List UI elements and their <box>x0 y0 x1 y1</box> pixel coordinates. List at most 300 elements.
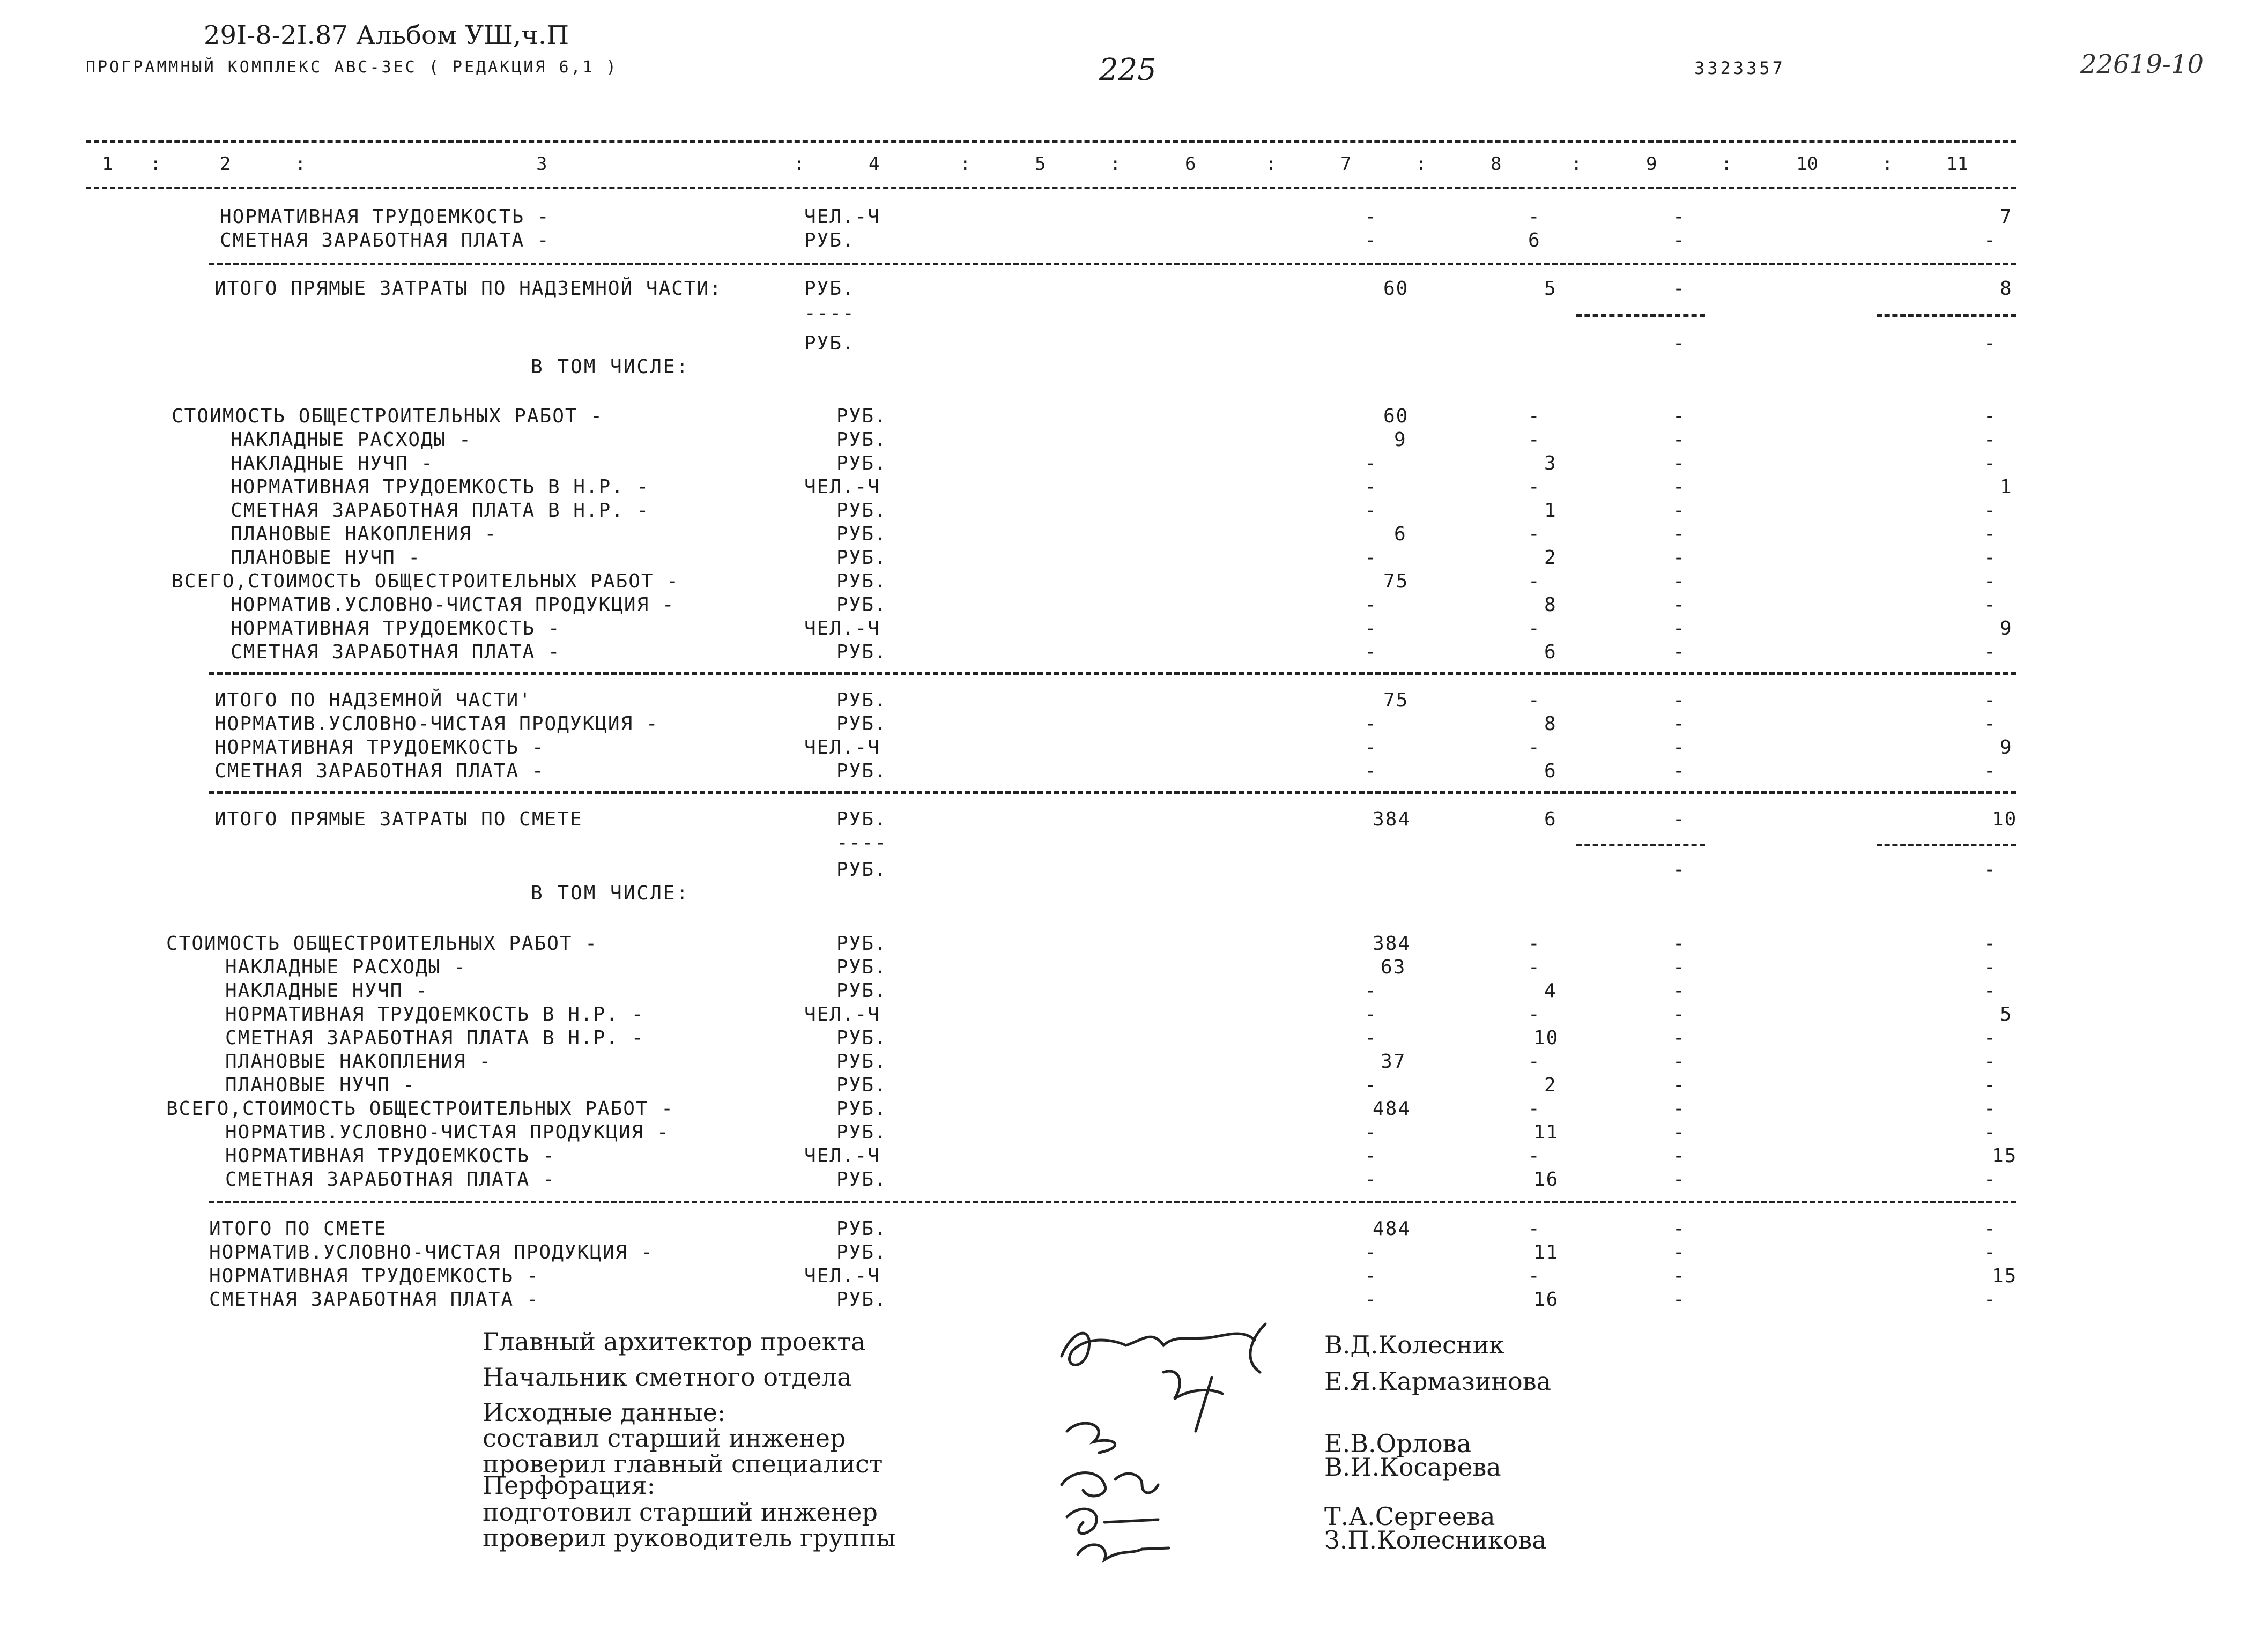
role-checked-by: проверил главный специалист <box>483 1449 883 1478</box>
col7-value: - <box>1365 641 1377 663</box>
col11-value: 7 <box>2000 206 2013 228</box>
table-row <box>0 206 2037 229</box>
col11-value: - <box>1984 332 1997 354</box>
row-label: НАКЛАДНЫЕ НУЧП - <box>225 980 428 1002</box>
table-row <box>0 1098 2037 1121</box>
col8-value: 11 <box>1533 1241 1559 1263</box>
col11-value: - <box>1984 594 1997 616</box>
table-row <box>0 452 2037 476</box>
col7-value: 37 <box>1381 1051 1406 1073</box>
col8-value: - <box>1528 523 1541 545</box>
col8-value: - <box>1528 476 1541 498</box>
col9-value: - <box>1673 713 1686 735</box>
col9-value: - <box>1673 808 1686 830</box>
handwritten-signature <box>1051 1308 1308 1565</box>
col8-value: 3 <box>1544 452 1557 474</box>
col9-value: - <box>1673 452 1686 474</box>
col11-value: - <box>1984 452 1997 474</box>
table-row <box>0 1218 2037 1241</box>
col-num: 6 <box>1185 153 1196 175</box>
col7-value: - <box>1365 617 1377 639</box>
table-row <box>0 332 2037 356</box>
col7-value: - <box>1365 736 1377 758</box>
col8-value: 11 <box>1533 1121 1559 1143</box>
row-label: СМЕТНАЯ ЗАРАБОТНАЯ ПЛАТА - <box>220 229 550 251</box>
col-num: 7 <box>1340 153 1352 175</box>
col-num: 1 <box>102 153 113 175</box>
col7-value: - <box>1365 1265 1377 1287</box>
col8-value: 8 <box>1544 594 1557 616</box>
col8-value: - <box>1528 1098 1541 1120</box>
col7-value: 484 <box>1373 1098 1411 1120</box>
row-unit: РУБ. <box>836 1241 887 1263</box>
row-label: НОРМАТИВНАЯ ТРУДОЕМКОСТЬ В Н.Р. - <box>225 1003 644 1025</box>
row-label: СТОИМОСТЬ ОБЩЕСТРОИТЕЛЬНЫХ РАБОТ - <box>172 405 603 427</box>
col11-value: 5 <box>2000 1003 2013 1025</box>
col8-value: - <box>1528 933 1541 955</box>
col9-value: - <box>1673 570 1686 592</box>
col7-value: - <box>1365 229 1377 251</box>
col-num: 9 <box>1646 153 1657 175</box>
table-header-rule <box>86 187 2016 189</box>
col11-value: - <box>1984 1051 1997 1073</box>
row-unit: РУБ. <box>804 332 855 354</box>
col9-value: - <box>1673 476 1686 498</box>
col11-value: - <box>1984 1169 1997 1190</box>
col8-value: 6 <box>1528 229 1541 251</box>
table-row <box>0 1145 2037 1169</box>
col11-value: - <box>1984 1027 1997 1049</box>
table-row <box>0 1169 2037 1192</box>
col8-value: - <box>1528 405 1541 427</box>
col11-value: 10 <box>1992 808 2018 830</box>
row-label: НОРМАТИВНАЯ ТРУДОЕМКОСТЬ - <box>214 736 545 758</box>
col9-value: - <box>1673 523 1686 545</box>
table-row <box>0 302 2037 326</box>
col8-value: - <box>1528 1145 1541 1167</box>
row-unit: ЧЕЛ.-Ч <box>804 1265 881 1287</box>
row-unit: РУБ. <box>836 570 887 592</box>
col-sep: : <box>1110 153 1121 175</box>
row-label: ПЛАНОВЫЕ НУЧП - <box>231 547 421 569</box>
col8-value: 1 <box>1544 500 1557 522</box>
col8-value: - <box>1528 736 1541 758</box>
table-row <box>0 476 2037 500</box>
row-unit: РУБ. <box>836 980 887 1002</box>
col9-value: - <box>1673 1121 1686 1143</box>
row-label: НАКЛАДНЫЕ РАСХОДЫ - <box>231 429 472 451</box>
table-row <box>0 689 2037 713</box>
col9-value: - <box>1673 736 1686 758</box>
row-label: ПЛАНОВЫЕ НАКОПЛЕНИЯ - <box>231 523 498 545</box>
col7-value: 60 <box>1383 405 1409 427</box>
name-sergeeva: Т.А.Сергеева <box>1324 1502 1495 1531</box>
row-label: НОРМАТИВНАЯ ТРУДОЕМКОСТЬ - <box>220 206 550 228</box>
section-title: В ТОМ ЧИСЛЕ: <box>531 356 690 378</box>
table-row <box>0 1027 2037 1051</box>
col11-value: - <box>1984 500 1997 522</box>
col-sep: : <box>794 153 805 175</box>
col11-value: 9 <box>2000 736 2013 758</box>
col11-value: - <box>1984 1074 1997 1096</box>
row-unit: РУБ. <box>836 1074 887 1096</box>
col-sep: : <box>1882 153 1893 175</box>
col7-value: - <box>1365 1289 1377 1311</box>
column-number-row <box>86 153 2016 180</box>
col11-value: - <box>1984 641 1997 663</box>
col9-value: - <box>1673 1074 1686 1096</box>
role-source-data: Исходные данные: <box>483 1398 726 1427</box>
col8-value: 4 <box>1544 980 1557 1002</box>
col9-value: - <box>1673 332 1686 354</box>
col7-value: - <box>1365 1145 1377 1167</box>
col7-value: - <box>1365 1027 1377 1049</box>
row-unit: РУБ. <box>836 405 887 427</box>
col11-value: 8 <box>2000 278 2013 300</box>
row-label: ВСЕГО,СТОИМОСТЬ ОБЩЕСТРОИТЕЛЬНЫХ РАБОТ - <box>172 570 679 592</box>
col7-value: 384 <box>1373 933 1411 955</box>
table-row <box>0 405 2037 429</box>
row-unit: РУБ. <box>836 641 887 663</box>
col9-value: - <box>1673 933 1686 955</box>
row-unit: РУБ. <box>836 594 887 616</box>
col-sep: : <box>150 153 161 175</box>
col8-value: 8 <box>1544 713 1557 735</box>
col7-value: 75 <box>1383 570 1409 592</box>
col11-value: - <box>1984 1121 1997 1143</box>
row-unit: ЧЕЛ.-Ч <box>804 1003 881 1025</box>
row-label: ИТОГО ПРЯМЫЕ ЗАТРАТЫ ПО НАДЗЕМНОЙ ЧАСТИ: <box>214 278 722 300</box>
subtotal-rule <box>1576 844 1705 846</box>
table-row <box>0 523 2037 547</box>
table-row <box>0 1265 2037 1289</box>
col7-value: - <box>1365 206 1377 228</box>
row-label: НАКЛАДНЫЕ НУЧП - <box>231 452 434 474</box>
role-chief-architect: Главный архитектор проекта <box>483 1327 866 1356</box>
col7-value: - <box>1365 547 1377 569</box>
col8-value: - <box>1528 1003 1541 1025</box>
row-unit: ЧЕЛ.-Ч <box>804 617 881 639</box>
row-unit: РУБ. <box>836 1098 887 1120</box>
col11-value: - <box>1984 1098 1997 1120</box>
section-rule <box>209 672 2016 675</box>
col9-value: - <box>1673 760 1686 782</box>
row-unit: РУБ. <box>836 1218 887 1240</box>
col9-value: - <box>1673 859 1686 881</box>
row-label: НОРМАТИВ.УСЛОВНО-ЧИСТАЯ ПРОДУКЦИЯ - <box>225 1121 670 1143</box>
role-head-estimate-dept: Начальник сметного отдела <box>483 1363 852 1391</box>
col11-value: 9 <box>2000 617 2013 639</box>
program-name: ПРОГРАММНЫЙ КОМПЛЕКС АВС-ЗЕС ( РЕДАКЦИЯ 6,1 ) <box>86 58 618 77</box>
row-unit: РУБ. <box>836 859 887 881</box>
col11-value: - <box>1984 405 1997 427</box>
row-unit: РУБ. <box>836 933 887 955</box>
col9-value: - <box>1673 1265 1686 1287</box>
table-row <box>0 736 2037 760</box>
col9-value: - <box>1673 429 1686 451</box>
col7-value: - <box>1365 1241 1377 1263</box>
table-row <box>0 278 2037 301</box>
col8-value: 16 <box>1533 1169 1559 1190</box>
col9-value: - <box>1673 594 1686 616</box>
table-row <box>0 933 2037 956</box>
subtotal-rule <box>1576 314 1705 317</box>
table-top-rule <box>86 140 2016 143</box>
role-prepared-by: подготовил старший инженер <box>483 1498 878 1527</box>
col9-value: - <box>1673 1169 1686 1190</box>
col-sep: : <box>960 153 971 175</box>
col-num: 4 <box>869 153 880 175</box>
col-num: 11 <box>1946 153 1968 175</box>
subtotal-rule <box>1877 314 2016 317</box>
col8-value: - <box>1528 956 1541 978</box>
col8-value: 6 <box>1544 808 1557 830</box>
col11-value: - <box>1984 429 1997 451</box>
col8-value: 5 <box>1544 278 1557 300</box>
row-label: НАКЛАДНЫЕ РАСХОДЫ - <box>225 956 466 978</box>
table-row <box>0 808 2037 832</box>
col8-value: - <box>1528 1265 1541 1287</box>
name-kolesnikova: З.П.Колесникова <box>1324 1526 1547 1554</box>
row-label: СМЕТНАЯ ЗАРАБОТНАЯ ПЛАТА - <box>214 760 545 782</box>
col8-value: 2 <box>1544 547 1557 569</box>
col8-value: 10 <box>1533 1027 1559 1049</box>
col11-value: 15 <box>1992 1265 2018 1287</box>
table-row <box>0 1289 2037 1312</box>
row-label: ПЛАНОВЫЕ НУЧП - <box>225 1074 416 1096</box>
row-unit: РУБ. <box>836 1051 887 1073</box>
col11-value: - <box>1984 933 1997 955</box>
col-sep: : <box>1571 153 1582 175</box>
table-row <box>0 570 2037 594</box>
col8-value: - <box>1528 429 1541 451</box>
name-kosareva: В.И.Косарева <box>1324 1453 1501 1482</box>
row-unit: ЧЕЛ.-Ч <box>804 1145 881 1167</box>
row-unit: РУБ. <box>836 429 887 451</box>
handwritten-number: 22619-10 <box>2080 49 2204 79</box>
table-row <box>0 1074 2037 1098</box>
col9-value: - <box>1673 1218 1686 1240</box>
table-row <box>0 617 2037 641</box>
row-unit: РУБ. <box>836 1289 887 1311</box>
col8-value: 6 <box>1544 760 1557 782</box>
table-row <box>0 956 2037 980</box>
section-rule <box>209 263 2016 265</box>
col7-value: 75 <box>1383 689 1409 711</box>
col8-value: 2 <box>1544 1074 1557 1096</box>
col7-value: 484 <box>1373 1218 1411 1240</box>
row-unit: ЧЕЛ.-Ч <box>804 476 881 498</box>
row-label: СМЕТНАЯ ЗАРАБОТНАЯ ПЛАТА В Н.Р. - <box>231 500 650 522</box>
row-label: СТОИМОСТЬ ОБЩЕСТРОИТЕЛЬНЫХ РАБОТ - <box>166 933 598 955</box>
role-checked-by-group-lead: проверил руководитель группы <box>483 1523 896 1552</box>
col11-value: - <box>1984 689 1997 711</box>
row-unit: РУБ. <box>836 956 887 978</box>
col8-value: - <box>1528 1051 1541 1073</box>
row-label: СМЕТНАЯ ЗАРАБОТНАЯ ПЛАТА - <box>209 1289 539 1311</box>
document-code: 3323357 <box>1694 58 1785 78</box>
col7-value: - <box>1365 1003 1377 1025</box>
row-label: СМЕТНАЯ ЗАРАБОТНАЯ ПЛАТА В Н.Р. - <box>225 1027 644 1049</box>
col11-value: - <box>1984 229 1997 251</box>
row-unit: РУБ. <box>836 713 887 735</box>
col11-value: - <box>1984 980 1997 1002</box>
col-num: 2 <box>220 153 231 175</box>
row-label: ПЛАНОВЫЕ НАКОПЛЕНИЯ - <box>225 1051 492 1073</box>
col9-value: - <box>1673 1027 1686 1049</box>
album-reference: 29I-8-2I.87 Альбом УШ,ч.П <box>204 20 569 50</box>
table-row <box>0 594 2037 617</box>
col9-value: - <box>1673 641 1686 663</box>
col11-value: - <box>1984 523 1997 545</box>
subtotal-rule <box>1877 844 2016 846</box>
col11-value: - <box>1984 1218 1997 1240</box>
row-unit: РУБ. <box>836 760 887 782</box>
row-unit: РУБ. <box>836 1027 887 1049</box>
col9-value: - <box>1673 689 1686 711</box>
row-unit: ЧЕЛ.-Ч <box>804 736 881 758</box>
col8-value: - <box>1528 689 1541 711</box>
col8-value: - <box>1528 617 1541 639</box>
col7-value: 6 <box>1394 523 1407 545</box>
row-unit: ---- <box>804 302 855 324</box>
table-row <box>0 229 2037 253</box>
row-unit: РУБ. <box>836 1169 887 1190</box>
col11-value: 1 <box>2000 476 2013 498</box>
col8-value: - <box>1528 570 1541 592</box>
col9-value: - <box>1673 1098 1686 1120</box>
col8-value: - <box>1528 1218 1541 1240</box>
col7-value: 63 <box>1381 956 1406 978</box>
table-row <box>0 980 2037 1003</box>
row-label: СМЕТНАЯ ЗАРАБОТНАЯ ПЛАТА - <box>225 1169 555 1190</box>
col-num: 8 <box>1491 153 1502 175</box>
row-unit: РУБ. <box>804 278 855 300</box>
row-label: НОРМАТИВ.УСЛОВНО-ЧИСТАЯ ПРОДУКЦИЯ - <box>209 1241 654 1263</box>
col7-value: - <box>1365 980 1377 1002</box>
row-label: ИТОГО ПРЯМЫЕ ЗАТРАТЫ ПО СМЕТЕ <box>214 808 583 830</box>
role-compiled-by: составил старший инженер <box>483 1424 846 1453</box>
col7-value: - <box>1365 1169 1377 1190</box>
table-row <box>0 1051 2037 1074</box>
col7-value: - <box>1365 1074 1377 1096</box>
table-row <box>0 859 2037 882</box>
col9-value: - <box>1673 1051 1686 1073</box>
col11-value: - <box>1984 956 1997 978</box>
col-num: 3 <box>536 153 547 175</box>
table-row <box>0 641 2037 665</box>
row-label: СМЕТНАЯ ЗАРАБОТНАЯ ПЛАТА - <box>231 641 561 663</box>
role-perforation: Перфорация: <box>483 1471 656 1500</box>
col9-value: - <box>1673 500 1686 522</box>
section-rule <box>209 1201 2016 1203</box>
table-row <box>0 500 2037 523</box>
col9-value: - <box>1673 206 1686 228</box>
row-unit: РУБ. <box>836 500 887 522</box>
col7-value: 384 <box>1373 808 1411 830</box>
col9-value: - <box>1673 405 1686 427</box>
table-row <box>0 713 2037 736</box>
row-label: НОРМАТИВНАЯ ТРУДОЕМКОСТЬ В Н.Р. - <box>231 476 650 498</box>
section-title: В ТОМ ЧИСЛЕ: <box>531 882 690 904</box>
col11-value: - <box>1984 859 1997 881</box>
row-label: ИТОГО ПО СМЕТЕ <box>209 1218 387 1240</box>
col7-value: - <box>1365 760 1377 782</box>
col9-value: - <box>1673 547 1686 569</box>
section-rule <box>209 791 2016 794</box>
col11-value: - <box>1984 713 1997 735</box>
row-label: НОРМАТИВНАЯ ТРУДОЕМКОСТЬ - <box>231 617 561 639</box>
col9-value: - <box>1673 617 1686 639</box>
col8-value: 6 <box>1544 641 1557 663</box>
name-kolesnik: В.Д.Колесник <box>1324 1330 1505 1359</box>
table-row <box>0 1003 2037 1027</box>
col9-value: - <box>1673 278 1686 300</box>
name-karmazinova: Е.Я.Кармазинова <box>1324 1367 1552 1396</box>
col7-value: - <box>1365 452 1377 474</box>
col11-value: - <box>1984 760 1997 782</box>
col9-value: - <box>1673 956 1686 978</box>
row-unit: РУБ. <box>836 547 887 569</box>
table-row <box>0 760 2037 784</box>
col9-value: - <box>1673 980 1686 1002</box>
col11-value: - <box>1984 547 1997 569</box>
col7-value: - <box>1365 713 1377 735</box>
col-sep: : <box>1721 153 1732 175</box>
table-row <box>0 832 2037 855</box>
col11-value: 15 <box>1992 1145 2018 1167</box>
col7-value: - <box>1365 476 1377 498</box>
col11-value: - <box>1984 1241 1997 1263</box>
table-row <box>0 429 2037 452</box>
col9-value: - <box>1673 1241 1686 1263</box>
page-number: 225 <box>1099 53 1157 87</box>
col8-value: - <box>1528 206 1541 228</box>
col9-value: - <box>1673 1145 1686 1167</box>
col-sep: : <box>295 153 306 175</box>
col9-value: - <box>1673 1003 1686 1025</box>
col7-value: - <box>1365 594 1377 616</box>
col7-value: - <box>1365 1121 1377 1143</box>
row-unit: РУБ. <box>836 452 887 474</box>
row-unit: РУБ. <box>804 229 855 251</box>
row-unit: РУБ. <box>836 523 887 545</box>
col7-value: - <box>1365 500 1377 522</box>
row-label: НОРМАТИВ.УСЛОВНО-ЧИСТАЯ ПРОДУКЦИЯ - <box>231 594 675 616</box>
row-label: НОРМАТИВНАЯ ТРУДОЕМКОСТЬ - <box>225 1145 555 1167</box>
row-unit: РУБ. <box>836 689 887 711</box>
row-label: НОРМАТИВНАЯ ТРУДОЕМКОСТЬ - <box>209 1265 539 1287</box>
col7-value: 60 <box>1383 278 1409 300</box>
col9-value: - <box>1673 1289 1686 1311</box>
table-row <box>0 1241 2037 1265</box>
row-unit: РУБ. <box>836 808 887 830</box>
col8-value: 16 <box>1533 1289 1559 1311</box>
table-row <box>0 1121 2037 1145</box>
row-label: ВСЕГО,СТОИМОСТЬ ОБЩЕСТРОИТЕЛЬНЫХ РАБОТ - <box>166 1098 674 1120</box>
row-unit: ЧЕЛ.-Ч <box>804 206 881 228</box>
col11-value: - <box>1984 1289 1997 1311</box>
row-unit: РУБ. <box>836 1121 887 1143</box>
col-sep: : <box>1415 153 1427 175</box>
col9-value: - <box>1673 229 1686 251</box>
col11-value: - <box>1984 570 1997 592</box>
col-num: 10 <box>1796 153 1818 175</box>
table-row <box>0 547 2037 570</box>
row-label: НОРМАТИВ.УСЛОВНО-ЧИСТАЯ ПРОДУКЦИЯ - <box>214 713 659 735</box>
row-label: ИТОГО ПО НАДЗЕМНОЙ ЧАСТИ' <box>214 689 532 711</box>
col-sep: : <box>1265 153 1277 175</box>
